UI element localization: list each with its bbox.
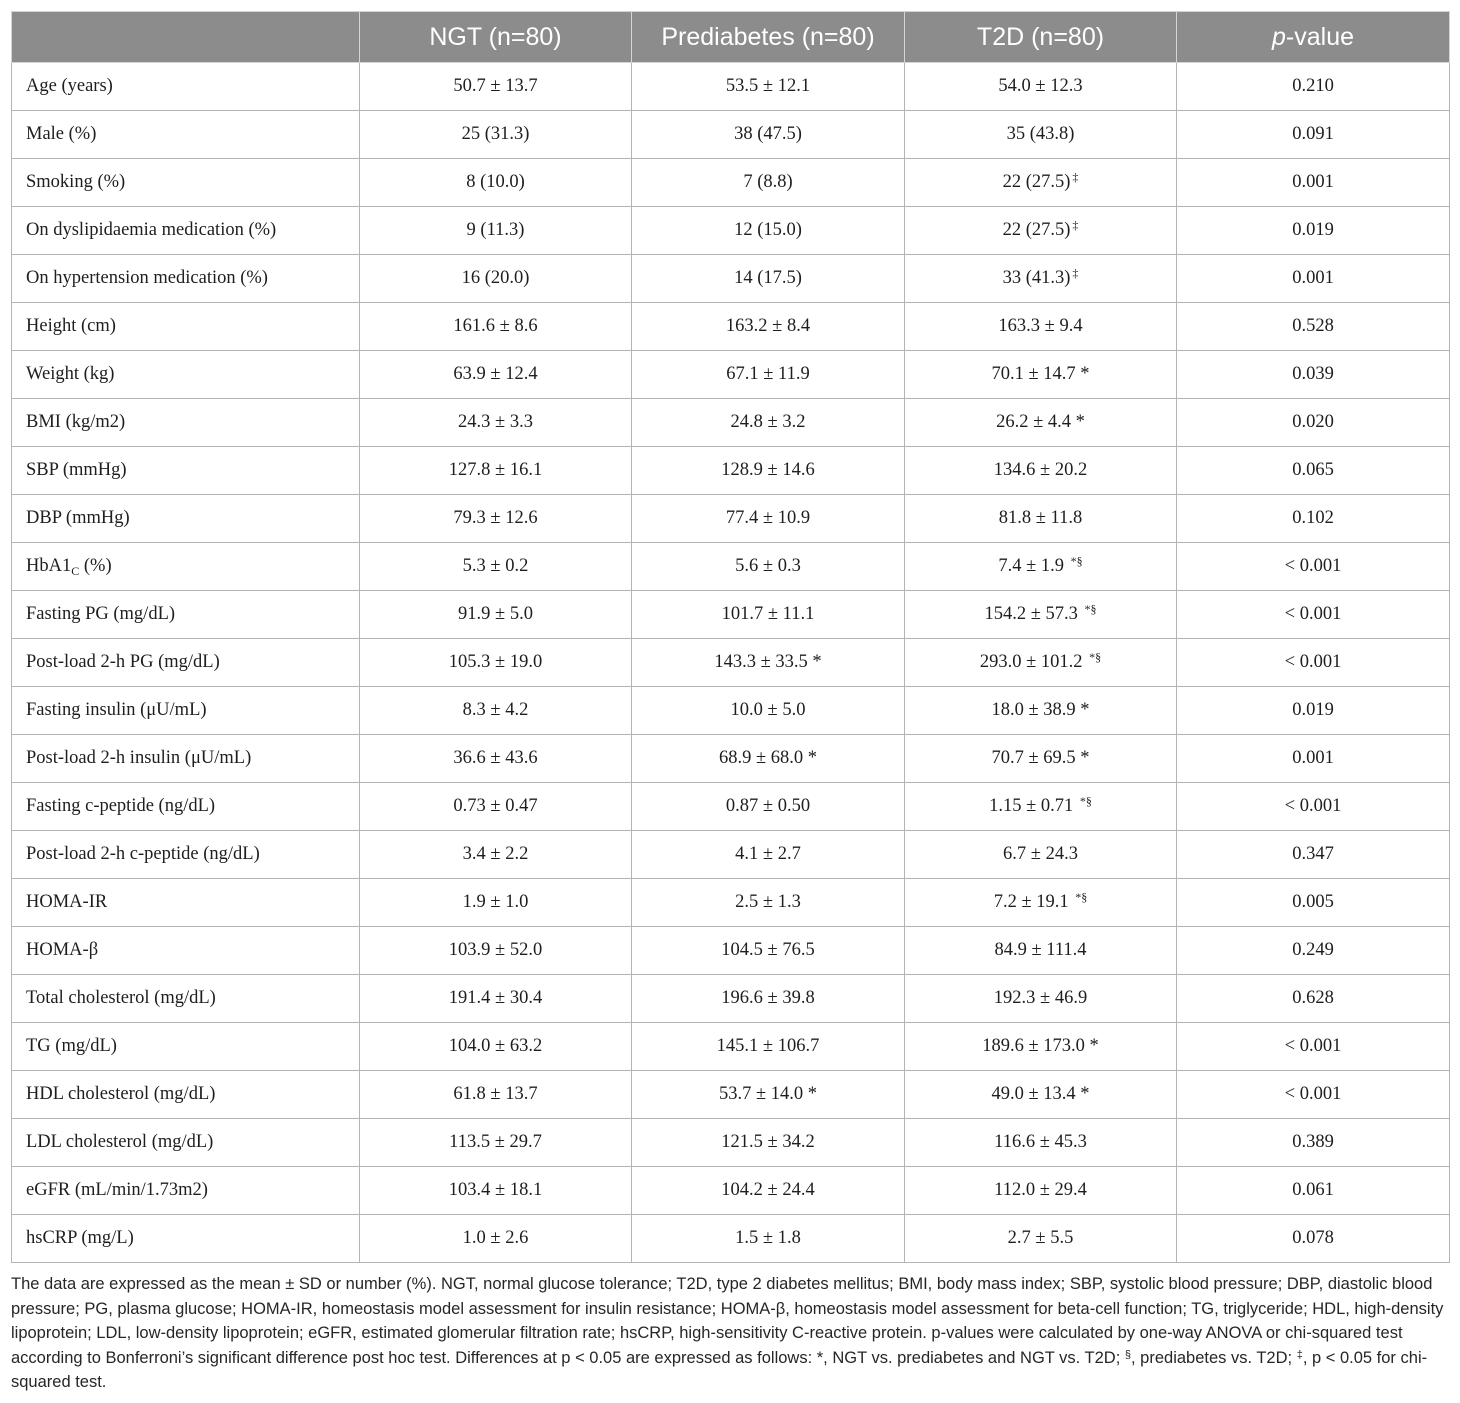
table-row <box>12 399 1450 447</box>
cell-prediabetes <box>632 207 905 255</box>
row-label-text: HbA1 <box>26 556 72 576</box>
cell-p-value: < 0.001 <box>1177 639 1450 687</box>
cell-t2d <box>905 783 1177 831</box>
row-label-text: HDL cholesterol (mg/dL) <box>26 1084 216 1104</box>
cell-t2d-value: 22 (27.5) <box>1002 172 1071 192</box>
cell-ngt <box>360 447 632 495</box>
cell-t2d-value: 35 (43.8) <box>1006 124 1075 144</box>
row-label-text: Weight (kg) <box>26 364 115 384</box>
cell-t2d-value: 154.2 ± 57.3 <box>984 604 1083 624</box>
cell-t2d-value: 1.15 ± 0.71 <box>989 796 1078 816</box>
row-label <box>12 735 360 783</box>
cell-ngt <box>360 639 632 687</box>
cell-prediabetes <box>632 111 905 159</box>
cell-prediabetes <box>632 495 905 543</box>
significance-mark: *§ <box>1070 554 1083 568</box>
footnote-text-2: , prediabetes vs. T2D; <box>1131 1348 1297 1367</box>
cell-prediabetes-value: 1.5 ± 1.8 <box>735 1228 801 1248</box>
cell-prediabetes-value: 5.6 ± 0.3 <box>735 556 801 576</box>
cell-t2d <box>905 495 1177 543</box>
row-label-text: TG (mg/dL) <box>26 1036 117 1056</box>
cell-t2d <box>905 63 1177 111</box>
cell-ngt-value: 8 (10.0) <box>466 172 525 192</box>
cell-ngt-value: 63.9 ± 12.4 <box>453 364 538 384</box>
cell-ngt <box>360 159 632 207</box>
significance-mark: *§ <box>1089 650 1102 664</box>
table-row <box>12 687 1450 735</box>
cell-t2d-value: 84.9 ± 111.4 <box>994 940 1087 960</box>
cell-t2d <box>905 1215 1177 1263</box>
cell-t2d-value: 70.1 ± 14.7 * <box>991 364 1090 384</box>
cell-ngt-value: 9 (11.3) <box>466 220 525 240</box>
cell-prediabetes <box>632 63 905 111</box>
cell-prediabetes <box>632 303 905 351</box>
cell-t2d-value: 116.6 ± 45.3 <box>994 1132 1087 1152</box>
row-label-text: hsCRP (mg/L) <box>26 1228 134 1248</box>
cell-t2d-value: 163.3 ± 9.4 <box>998 316 1083 336</box>
cell-p-value: 0.039 <box>1177 351 1450 399</box>
row-label <box>12 879 360 927</box>
cell-t2d <box>905 831 1177 879</box>
cell-prediabetes-value: 12 (15.0) <box>734 220 802 240</box>
row-label-text: On hypertension medication (%) <box>26 268 268 288</box>
table-row <box>12 1119 1450 1167</box>
cell-ngt <box>360 879 632 927</box>
cell-ngt <box>360 927 632 975</box>
cell-p-value: 0.091 <box>1177 111 1450 159</box>
row-label <box>12 1215 360 1263</box>
row-label <box>12 303 360 351</box>
table-row <box>12 543 1450 591</box>
cell-prediabetes-value: 163.2 ± 8.4 <box>725 316 811 336</box>
table-row <box>12 735 1450 783</box>
cell-ngt <box>360 399 632 447</box>
cell-ngt-value: 0.73 ± 0.47 <box>453 796 538 816</box>
cell-ngt <box>360 63 632 111</box>
cell-t2d <box>905 1071 1177 1119</box>
cell-ngt-value: 91.9 ± 5.0 <box>458 604 533 624</box>
cell-ngt-value: 16 (20.0) <box>461 268 530 288</box>
cell-p-value: < 0.001 <box>1177 783 1450 831</box>
cell-prediabetes <box>632 591 905 639</box>
cell-prediabetes-value: 121.5 ± 34.2 <box>721 1132 815 1152</box>
cell-prediabetes-value: 38 (47.5) <box>734 124 802 144</box>
table-row <box>12 63 1450 111</box>
row-label <box>12 1167 360 1215</box>
cell-t2d <box>905 1167 1177 1215</box>
cell-ngt-value: 113.5 ± 29.7 <box>449 1132 542 1152</box>
table-row <box>12 1167 1450 1215</box>
cell-ngt <box>360 975 632 1023</box>
cell-ngt-value: 127.8 ± 16.1 <box>448 460 543 480</box>
row-label-text: Smoking (%) <box>26 172 126 192</box>
cell-prediabetes-value: 10.0 ± 5.0 <box>730 700 806 720</box>
cell-ngt <box>360 591 632 639</box>
table-footnote <box>11 1272 1449 1395</box>
cell-p-value: 0.019 <box>1177 687 1450 735</box>
table-row <box>12 591 1450 639</box>
row-label <box>12 1119 360 1167</box>
row-label <box>12 639 360 687</box>
cell-p-value: < 0.001 <box>1177 1071 1450 1119</box>
cell-prediabetes <box>632 735 905 783</box>
table-row <box>12 447 1450 495</box>
row-label-unit: (%) <box>79 556 112 576</box>
cell-t2d <box>905 687 1177 735</box>
footnote-text-3: , p < 0.05 for chi-squared test. <box>11 1348 1428 1391</box>
table-row <box>12 255 1450 303</box>
cell-prediabetes <box>632 1167 905 1215</box>
cell-prediabetes-value: 145.1 ± 106.7 <box>716 1036 820 1056</box>
header-row <box>12 12 1450 63</box>
cell-prediabetes-value: 77.4 ± 10.9 <box>725 508 811 528</box>
cell-ngt-value: 61.8 ± 13.7 <box>453 1084 538 1104</box>
significance-mark: ‡ <box>1072 218 1079 232</box>
cell-p-value: < 0.001 <box>1177 1023 1450 1071</box>
row-label-text: Post-load 2-h c-peptide (ng/dL) <box>26 844 260 864</box>
cell-prediabetes-value: 104.2 ± 24.4 <box>721 1180 815 1200</box>
table-row <box>12 159 1450 207</box>
cell-prediabetes-value: 68.9 ± 68.0 * <box>718 748 818 768</box>
cell-t2d <box>905 927 1177 975</box>
significance-mark: *§ <box>1075 890 1088 904</box>
cell-t2d-value: 112.0 ± 29.4 <box>994 1180 1087 1200</box>
cell-t2d <box>905 1119 1177 1167</box>
table-row <box>12 495 1450 543</box>
cell-ngt-value: 103.9 ± 52.0 <box>448 940 543 960</box>
cell-prediabetes-value: 196.6 ± 39.8 <box>721 988 815 1008</box>
cell-ngt <box>360 255 632 303</box>
row-label-text: Fasting PG (mg/dL) <box>26 604 176 624</box>
row-label <box>12 495 360 543</box>
row-label <box>12 255 360 303</box>
header-ngt: NGT (n=80) <box>360 12 632 63</box>
cell-prediabetes <box>632 543 905 591</box>
cell-ngt <box>360 1215 632 1263</box>
cell-t2d-value: 81.8 ± 11.8 <box>998 508 1083 528</box>
cell-p-value: 0.005 <box>1177 879 1450 927</box>
cell-prediabetes <box>632 975 905 1023</box>
row-label-text: HOMA-β <box>26 940 99 960</box>
cell-ngt-value: 191.4 ± 30.4 <box>448 988 543 1008</box>
cell-ngt <box>360 735 632 783</box>
cell-t2d-value: 293.0 ± 101.2 <box>979 652 1088 672</box>
cell-prediabetes <box>632 1119 905 1167</box>
cell-t2d <box>905 447 1177 495</box>
cell-ngt-value: 1.9 ± 1.0 <box>462 892 529 912</box>
row-label <box>12 447 360 495</box>
header-prediabetes: Prediabetes (n=80) <box>632 12 905 63</box>
row-label-subscript: C <box>71 564 80 578</box>
cell-ngt-value: 161.6 ± 8.6 <box>453 316 538 336</box>
table-row <box>12 351 1450 399</box>
cell-ngt <box>360 351 632 399</box>
cell-p-value: 0.528 <box>1177 303 1450 351</box>
cell-prediabetes <box>632 831 905 879</box>
cell-p-value: 0.065 <box>1177 447 1450 495</box>
row-label-text: Post-load 2-h PG (mg/dL) <box>26 652 220 672</box>
row-label <box>12 399 360 447</box>
cell-t2d <box>905 591 1177 639</box>
row-label <box>12 351 360 399</box>
cell-prediabetes <box>632 687 905 735</box>
table-row <box>12 1215 1450 1263</box>
row-label-text: eGFR (mL/min/1.73m2) <box>26 1180 208 1200</box>
cell-ngt-value: 3.4 ± 2.2 <box>462 844 529 864</box>
cell-t2d-value: 6.7 ± 24.3 <box>1003 844 1078 864</box>
cell-prediabetes-value: 104.5 ± 76.5 <box>721 940 815 960</box>
cell-t2d <box>905 255 1177 303</box>
cell-t2d <box>905 303 1177 351</box>
cell-p-value: 0.249 <box>1177 927 1450 975</box>
cell-ngt <box>360 687 632 735</box>
footnote-symbol-dagger: ‡ <box>1296 1348 1303 1361</box>
row-label-text: On dyslipidaemia medication (%) <box>26 220 277 240</box>
cell-t2d <box>905 159 1177 207</box>
cell-prediabetes-value: 14 (17.5) <box>734 268 802 288</box>
cell-prediabetes <box>632 1215 905 1263</box>
row-label <box>12 1023 360 1071</box>
cell-prediabetes <box>632 879 905 927</box>
table-row <box>12 1023 1450 1071</box>
cell-prediabetes <box>632 927 905 975</box>
cell-t2d <box>905 879 1177 927</box>
row-label <box>12 1071 360 1119</box>
cell-prediabetes-value: 0.87 ± 0.50 <box>725 796 811 816</box>
cell-ngt-value: 8.3 ± 4.2 <box>462 700 529 720</box>
cell-t2d-value: 2.7 ± 5.5 <box>1007 1228 1074 1248</box>
row-label-text: Height (cm) <box>26 316 116 336</box>
row-label <box>12 159 360 207</box>
cell-prediabetes <box>632 399 905 447</box>
cell-p-value: 0.001 <box>1177 159 1450 207</box>
significance-mark: ‡ <box>1072 170 1079 184</box>
cell-t2d <box>905 735 1177 783</box>
row-label-text: HOMA-IR <box>26 892 108 912</box>
cell-ngt <box>360 207 632 255</box>
cell-prediabetes <box>632 351 905 399</box>
cell-ngt-value: 79.3 ± 12.6 <box>453 508 538 528</box>
row-label-text: Fasting c-peptide (ng/dL) <box>26 796 216 816</box>
cell-prediabetes-value: 67.1 ± 11.9 <box>726 364 810 384</box>
header-t2d: T2D (n=80) <box>905 12 1177 63</box>
table-row <box>12 927 1450 975</box>
cell-prediabetes-value: 101.7 ± 11.1 <box>721 604 815 624</box>
cell-p-value: 0.001 <box>1177 255 1450 303</box>
cell-ngt-value: 24.3 ± 3.3 <box>458 412 533 432</box>
cell-p-value: < 0.001 <box>1177 591 1450 639</box>
cell-t2d <box>905 111 1177 159</box>
significance-mark: *§ <box>1079 794 1092 808</box>
cell-t2d-value: 7.2 ± 19.1 <box>993 892 1074 912</box>
cell-ngt-value: 104.0 ± 63.2 <box>448 1036 543 1056</box>
cell-ngt <box>360 303 632 351</box>
table-row <box>12 111 1450 159</box>
cell-prediabetes <box>632 1071 905 1119</box>
row-label-text: BMI (kg/m2) <box>26 412 126 432</box>
row-label <box>12 543 360 591</box>
table-row <box>12 639 1450 687</box>
cell-t2d-value: 189.6 ± 173.0 * <box>982 1036 1099 1056</box>
row-label <box>12 831 360 879</box>
cell-prediabetes-value: 53.5 ± 12.1 <box>725 76 811 96</box>
cell-p-value: 0.628 <box>1177 975 1450 1023</box>
row-label-text: Age (years) <box>26 76 113 96</box>
row-label-text: Fasting insulin (μU/mL) <box>26 700 207 720</box>
cell-t2d-value: 18.0 ± 38.9 * <box>991 700 1090 720</box>
table-row <box>12 783 1450 831</box>
significance-mark: *§ <box>1084 602 1097 616</box>
cell-p-value: 0.347 <box>1177 831 1450 879</box>
row-label <box>12 927 360 975</box>
cell-p-value: 0.078 <box>1177 1215 1450 1263</box>
row-label-text: LDL cholesterol (mg/dL) <box>26 1132 214 1152</box>
cell-p-value: 0.061 <box>1177 1167 1450 1215</box>
cell-t2d <box>905 207 1177 255</box>
cell-ngt-value: 50.7 ± 13.7 <box>453 76 538 96</box>
cell-ngt <box>360 543 632 591</box>
cell-t2d <box>905 543 1177 591</box>
cell-prediabetes-value: 24.8 ± 3.2 <box>730 412 806 432</box>
significance-mark: ‡ <box>1072 266 1079 280</box>
cell-ngt <box>360 111 632 159</box>
table-row <box>12 975 1450 1023</box>
footnote-symbol-section: § <box>1124 1348 1131 1361</box>
row-label-text: Male (%) <box>26 124 97 144</box>
cell-prediabetes <box>632 639 905 687</box>
cell-prediabetes <box>632 1023 905 1071</box>
characteristics-table <box>11 11 1450 1263</box>
table-row <box>12 207 1450 255</box>
table-row <box>12 831 1450 879</box>
table-body <box>12 63 1450 1263</box>
cell-ngt-value: 103.4 ± 18.1 <box>448 1180 543 1200</box>
row-label <box>12 783 360 831</box>
cell-p-value: < 0.001 <box>1177 543 1450 591</box>
table-container <box>11 11 1449 1395</box>
cell-t2d <box>905 639 1177 687</box>
row-label <box>12 111 360 159</box>
cell-prediabetes <box>632 447 905 495</box>
cell-ngt <box>360 1071 632 1119</box>
row-label <box>12 207 360 255</box>
cell-ngt-value: 5.3 ± 0.2 <box>462 556 529 576</box>
cell-t2d-value: 192.3 ± 46.9 <box>993 988 1088 1008</box>
header-p-value: p-value <box>1177 12 1450 63</box>
cell-t2d <box>905 975 1177 1023</box>
row-label-text: Total cholesterol (mg/dL) <box>26 988 216 1008</box>
cell-prediabetes <box>632 783 905 831</box>
cell-t2d <box>905 351 1177 399</box>
footnote-text-1: The data are expressed as the mean ± SD or number (%). NGT, normal glucose tolerance; T2D, type 2 diabetes mellitus; BMI, body mass index; SBP, systolic blood pressure; DBP, diastolic blood pressure; PG, plasma glucose; HOMA-IR, homeostasis model assessment for insulin resistance; HOMA-β, homeostasis model assessment for beta-cell function; TG, triglyceride; HDL, high-density lipoprotein; LDL, low-density lipoprotein; eGFR, estimated glomerular filtration rate; hsCRP, high-sensitivity C-reactive protein. p-values were calculated by one-way ANOVA or chi-squared test according to Bonferroni’s significant difference post hoc test. Differences at p < 0.05 are expressed as follows: *, NGT vs. prediabetes and NGT vs. T2D; <box>11 1275 1444 1367</box>
row-label-text: SBP (mmHg) <box>26 460 127 480</box>
table-row <box>12 1071 1450 1119</box>
cell-t2d-value: 70.7 ± 69.5 * <box>991 748 1090 768</box>
cell-prediabetes <box>632 255 905 303</box>
cell-ngt <box>360 1023 632 1071</box>
cell-ngt <box>360 495 632 543</box>
cell-t2d-value: 22 (27.5) <box>1002 220 1071 240</box>
cell-ngt-value: 1.0 ± 2.6 <box>462 1228 529 1248</box>
cell-t2d-value: 54.0 ± 12.3 <box>998 76 1083 96</box>
cell-prediabetes-value: 143.3 ± 33.5 * <box>714 652 822 672</box>
cell-t2d <box>905 1023 1177 1071</box>
cell-ngt <box>360 831 632 879</box>
cell-t2d-value: 7.4 ± 1.9 <box>998 556 1069 576</box>
cell-p-value: 0.389 <box>1177 1119 1450 1167</box>
cell-t2d-value: 26.2 ± 4.4 * <box>996 412 1085 432</box>
row-label <box>12 975 360 1023</box>
cell-p-value: 0.102 <box>1177 495 1450 543</box>
cell-ngt-value: 25 (31.3) <box>461 124 530 144</box>
table-row <box>12 303 1450 351</box>
cell-t2d-value: 49.0 ± 13.4 * <box>991 1084 1090 1104</box>
cell-p-value: 0.210 <box>1177 63 1450 111</box>
cell-prediabetes-value: 2.5 ± 1.3 <box>735 892 801 912</box>
cell-p-value: 0.020 <box>1177 399 1450 447</box>
table-row <box>12 879 1450 927</box>
cell-ngt <box>360 783 632 831</box>
cell-prediabetes-value: 128.9 ± 14.6 <box>721 460 815 480</box>
row-label-text: DBP (mmHg) <box>26 508 130 528</box>
cell-prediabetes-value: 7 (8.8) <box>743 172 793 192</box>
row-label <box>12 687 360 735</box>
cell-ngt-value: 105.3 ± 19.0 <box>448 652 543 672</box>
cell-t2d <box>905 399 1177 447</box>
cell-t2d-value: 134.6 ± 20.2 <box>993 460 1088 480</box>
row-label-text: Post-load 2-h insulin (μU/mL) <box>26 748 252 768</box>
row-label <box>12 591 360 639</box>
header-variable <box>12 12 360 63</box>
cell-prediabetes-value: 4.1 ± 2.7 <box>735 844 801 864</box>
cell-t2d-value: 33 (41.3) <box>1002 268 1071 288</box>
cell-ngt <box>360 1167 632 1215</box>
cell-prediabetes-value: 53.7 ± 14.0 * <box>718 1084 818 1104</box>
cell-prediabetes <box>632 159 905 207</box>
cell-ngt <box>360 1119 632 1167</box>
cell-ngt-value: 36.6 ± 43.6 <box>453 748 538 768</box>
cell-p-value: 0.019 <box>1177 207 1450 255</box>
row-label <box>12 63 360 111</box>
cell-p-value: 0.001 <box>1177 735 1450 783</box>
